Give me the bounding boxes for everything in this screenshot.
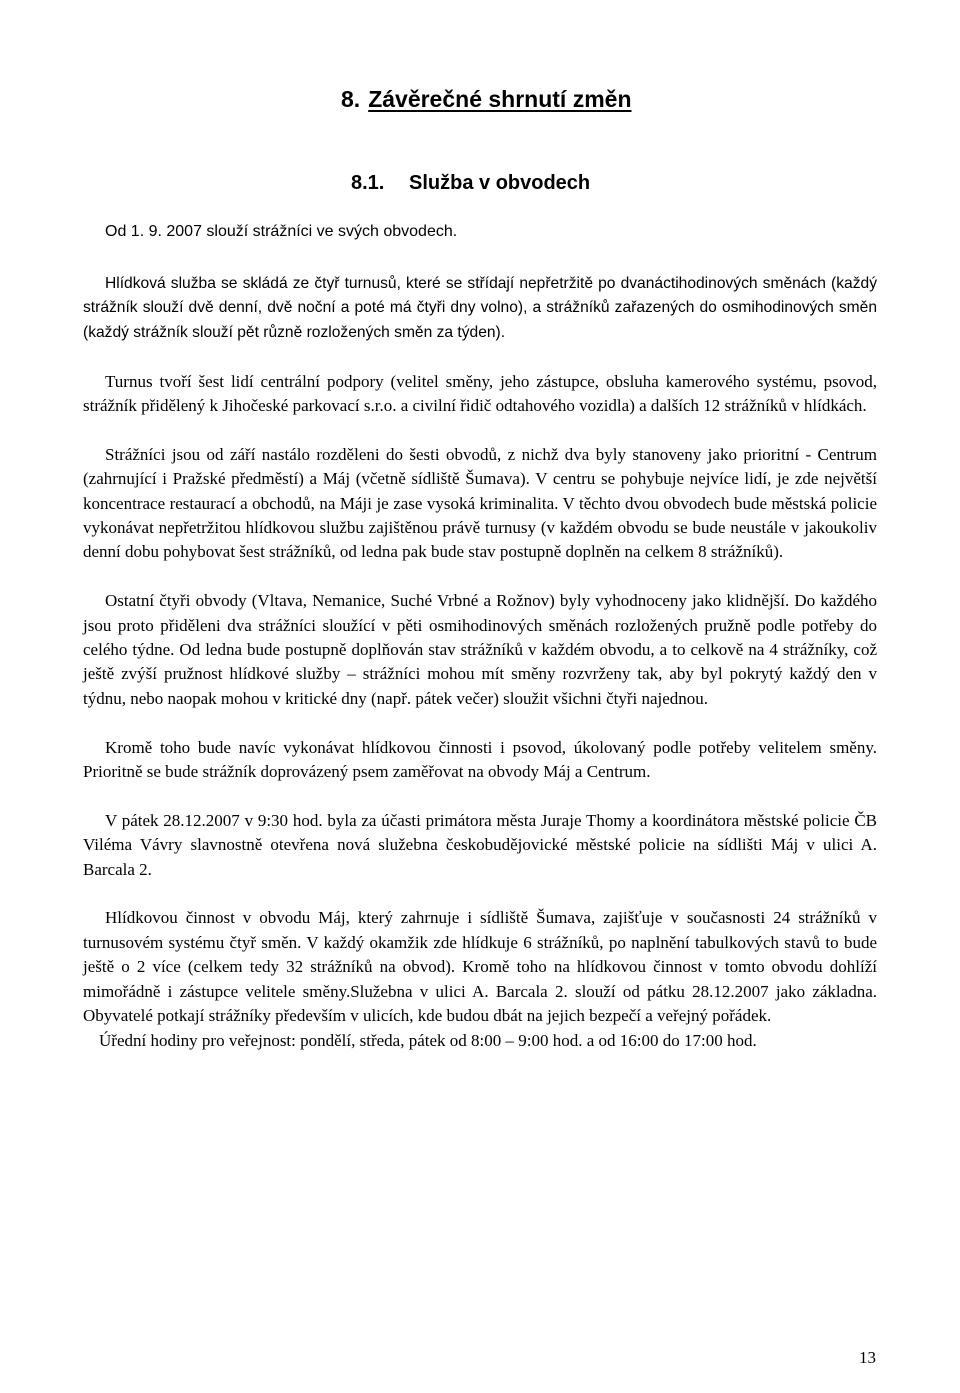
paragraph-turnus: Turnus tvoří šest lidí centrální podpory (velitel směny, jeho zástupce, obsluha kamerového systému, psovod, strážník přidělený k Jihočeské parkovací s.r.o. a civilní řidič odtahového vozidla) a dalších 12 strážníků v hlídkách.	[83, 371, 877, 416]
paragraph-shift-structure: Hlídková služba se skládá ze čtyř turnusů, které se střídají nepřetržitě po dvanáctihodinových směnách (každý strážník slouží dvě denní, dvě noční a poté má čtyři dny volno), a strážníků zařazených do osmihodinových směn (každý strážník slouží pět různě rozložených směn za týden).	[83, 275, 877, 341]
paragraph-office-hours: Úřední hodiny pro veřejnost: pondělí, středa, pátek od 8:00 – 9:00 hod. a od 16:00 do 17:00 hod.	[99, 1030, 757, 1050]
chapter-number: 8.	[341, 86, 361, 112]
paragraph-other-districts: Ostatní čtyři obvody (Vltava, Nemanice, Suché Vrbné a Rožnov) byly vyhodnoceny jako klidnější. Do každého jsou proto přiděleni dva strážníci sloužící v pěti osmihodinových směnách rozložených pružně podle potřeby do celého týdne. Od ledna bude postupně doplňován stav strážníků v každém obvodu, a to celkově na 4 strážníky, což ještě zvýší pružnost hlídkové služby – strážníci mohou mít směny rozvrženy tak, aby byl pokrytý každý den v týdnu, nebo naopak mohou v kritické dny (např. pátek večer) sloužit všichni čtyři najednou.	[83, 591, 877, 708]
page-number: 13	[859, 1348, 876, 1367]
chapter-heading	[341, 85, 632, 113]
lead-sentence: Od 1. 9. 2007 slouží strážníci ve svých obvodech.	[105, 223, 458, 240]
chapter-title: Závěrečné shrnutí změn	[368, 86, 632, 112]
paragraph-districts: Strážníci jsou od září nastálo rozděleni do šesti obvodů, z nichž dva byly stanoveny jako prioritní - Centrum (zahrnující i Pražské předměstí) a Máj (včetně sídliště Šumava). V centru se pohybuje nejvíce lidí, je zde největší koncentrace restaurací a obchodů, na Máji je zase vysoká kriminalita. V těchto dvou obvodech bude městská policie vykonávat nepřetržitou hlídkovou službu zajištěnou právě turnusy (v každém obvodu se bude neustále v jakoukoliv denní dobu pohybovat šest strážníků, od ledna pak bude stav postupně doplněn na celkem 8 strážníků).	[83, 444, 877, 562]
paragraph-maj-patrol: Hlídkovou činnost v obvodu Máj, který zahrnuje i sídliště Šumava, zajišťuje v současnosti 24 strážníků v turnusovém systému čtyř směn. V každý okamžik zde hlídkuje 6 strážníků, po naplnění tabulkových stavů to bude ještě o 2 více (celkem tedy 32 strážníků na obvod). Kromě toho na hlídkovou činnost v tomto obvodu dohlíží mimořádně i zástupce velitele směny.Služebna v ulici A. Barcala 2. slouží od pátku 28.12.2007 jako základna. Obyvatelé potkají strážníky především v ulicích, kde budou dbát na jejich bezpečí a veřejný pořádek.	[83, 908, 877, 1026]
section-number: 8.1.	[351, 172, 385, 194]
paragraph-dog-handler: Kromě toho bude navíc vykonávat hlídkovou činnosti i psovod, úkolovaný podle potřeby velitelem směny. Prioritně se bude strážník doprovázený psem zaměřovat na obvody Máj a Centrum.	[83, 737, 877, 782]
body-text	[83, 272, 877, 1053]
paragraph-new-station: V pátek 28.12.2007 v 9:30 hod. byla za účasti primátora města Juraje Thomy a koordinátora městské policie ČB Viléma Vávry slavnostně otevřena nová služebna českobudějovické městské policie na sídlišti Máj v ulici A. Barcala 2.	[83, 810, 877, 879]
section-heading	[351, 170, 590, 196]
section-title: Služba v obvodech	[409, 172, 591, 194]
